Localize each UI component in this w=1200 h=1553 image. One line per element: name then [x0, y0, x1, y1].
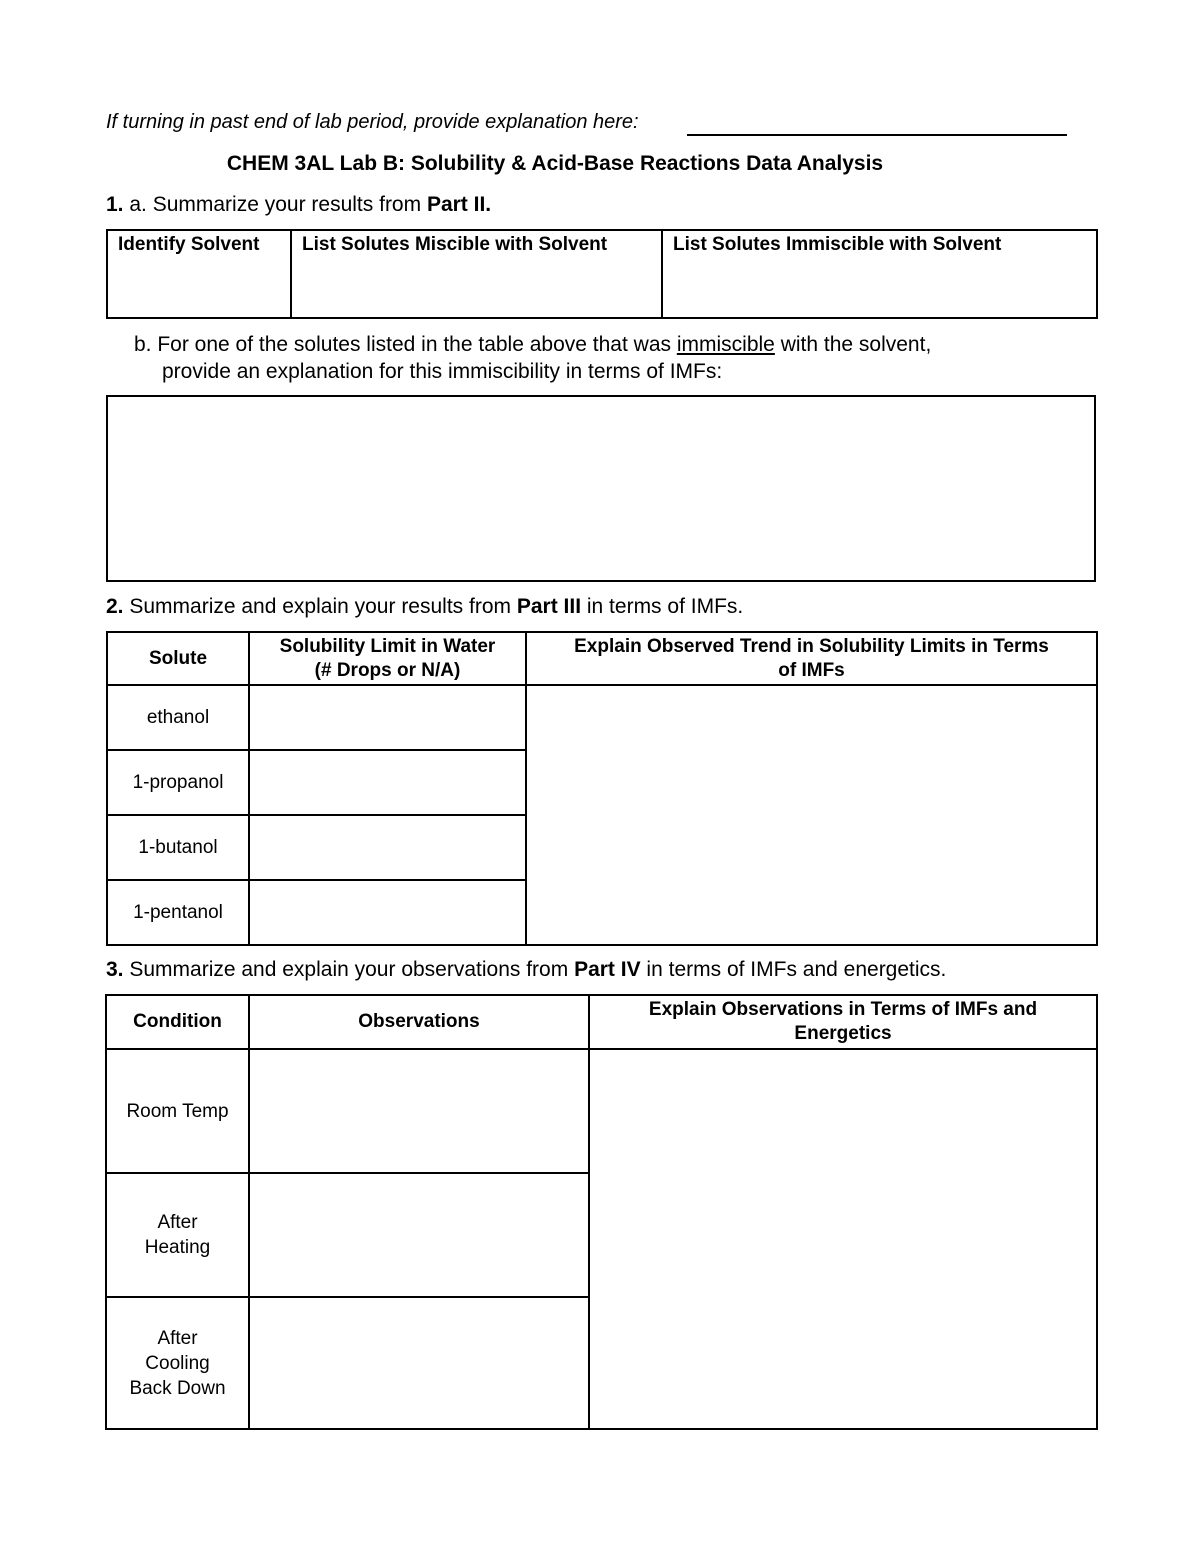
observations-cell-after-heating[interactable]	[249, 1173, 589, 1297]
solute-label-ethanol: ethanol	[107, 685, 249, 750]
observations-cell-after-cooling[interactable]	[249, 1297, 589, 1429]
question-1b-text-start: b. For one of the solutes listed in the table above that was	[134, 333, 677, 356]
question-2-part-ref: Part III	[516, 595, 582, 618]
page-title: CHEM 3AL Lab B: Solubility & Acid-Base Reactions Data Analysis	[226, 152, 884, 175]
trend-explanation-cell[interactable]	[526, 685, 1097, 945]
question-3	[106, 958, 946, 982]
header-immiscible-solutes[interactable]: List Solutes Immiscible with Solvent	[662, 230, 1097, 318]
condition-label-line: After	[157, 1327, 198, 1349]
question-1a-part-ref: Part II.	[426, 193, 492, 216]
header-explain-trend-line-1: Explain Observed Trend in Solubility Limits in Terms	[574, 635, 1049, 657]
solute-label-1-butanol: 1-butanol	[107, 815, 249, 880]
header-explain-observations-line-2: Energetics	[794, 1023, 892, 1044]
question-2-text-end: in terms of IMFs.	[581, 595, 744, 618]
condition-label-room-temp	[106, 1049, 249, 1173]
header-solubility-limit	[249, 632, 526, 685]
question-2	[106, 595, 743, 619]
immiscible-underlined: immiscible	[676, 333, 775, 356]
solute-label-1-propanol: 1-propanol	[107, 750, 249, 815]
question-1b-text-end: with the solvent,	[774, 333, 932, 356]
question-2-number: 2.	[106, 595, 124, 618]
condition-label-line: Heating	[144, 1237, 211, 1258]
condition-label-line: After	[157, 1212, 198, 1233]
observations-cell-room-temp[interactable]	[249, 1049, 589, 1173]
question-1b-line-1	[134, 333, 931, 357]
header-explain-observations-line-1: Explain Observations in Terms of IMFs and	[648, 999, 1038, 1020]
header-explain-trend	[526, 632, 1097, 685]
immiscibility-explanation-box[interactable]	[106, 395, 1096, 582]
header-condition: Condition	[106, 995, 249, 1049]
condition-label-line: Cooling	[145, 1352, 210, 1374]
header-observations: Observations	[249, 995, 589, 1049]
header-explain-trend-line-2: of IMFs	[778, 659, 845, 681]
table-row	[107, 632, 1097, 685]
table-row	[106, 995, 1097, 1049]
table-row	[106, 1049, 1097, 1173]
question-1b-line-2: provide an explanation for this immiscibility in terms of IMFs:	[162, 360, 723, 383]
solubility-limit-cell-ethanol[interactable]	[249, 685, 526, 750]
solubility-limit-cell-1-pentanol[interactable]	[249, 880, 526, 945]
solubility-limit-cell-1-propanol[interactable]	[249, 750, 526, 815]
header-identify-solvent[interactable]: Identify Solvent	[107, 230, 291, 318]
question-3-text-end: in terms of IMFs and energetics.	[640, 958, 947, 981]
header-solubility-limit-line-1: Solubility Limit in Water	[279, 635, 496, 657]
header-miscible-solutes[interactable]: List Solutes Miscible with Solvent	[291, 230, 662, 318]
question-3-text: Summarize and explain your observations from	[123, 958, 575, 981]
solubility-limit-cell-1-butanol[interactable]	[249, 815, 526, 880]
question-1-number: 1.	[106, 193, 124, 216]
question-3-number: 3.	[106, 958, 124, 981]
solubility-limit-table	[106, 631, 1098, 946]
condition-label-line: Room Temp	[126, 1100, 229, 1122]
table-row	[107, 230, 1097, 318]
question-1a	[106, 193, 491, 217]
table-row	[107, 685, 1097, 750]
observations-explanation-cell[interactable]	[589, 1049, 1097, 1429]
question-1a-text: a. Summarize your results from	[129, 193, 427, 216]
condition-label-after-cooling	[106, 1297, 249, 1429]
solvent-miscibility-table	[106, 229, 1098, 319]
temperature-observations-table	[105, 994, 1098, 1430]
condition-label-after-heating	[106, 1173, 249, 1297]
question-2-text: Summarize and explain your results from	[123, 595, 517, 618]
header-solubility-limit-line-2: (# Drops or N/A)	[314, 659, 461, 681]
header-solute: Solute	[107, 632, 249, 685]
late-explanation-blank-line[interactable]	[687, 134, 1067, 136]
solute-label-1-pentanol: 1-pentanol	[107, 880, 249, 945]
header-explain-observations	[589, 995, 1097, 1049]
late-explanation-prompt: If turning in past end of lab period, provide explanation here:	[106, 111, 639, 133]
condition-label-line: Back Down	[129, 1377, 226, 1399]
question-3-part-ref: Part IV	[574, 958, 641, 981]
